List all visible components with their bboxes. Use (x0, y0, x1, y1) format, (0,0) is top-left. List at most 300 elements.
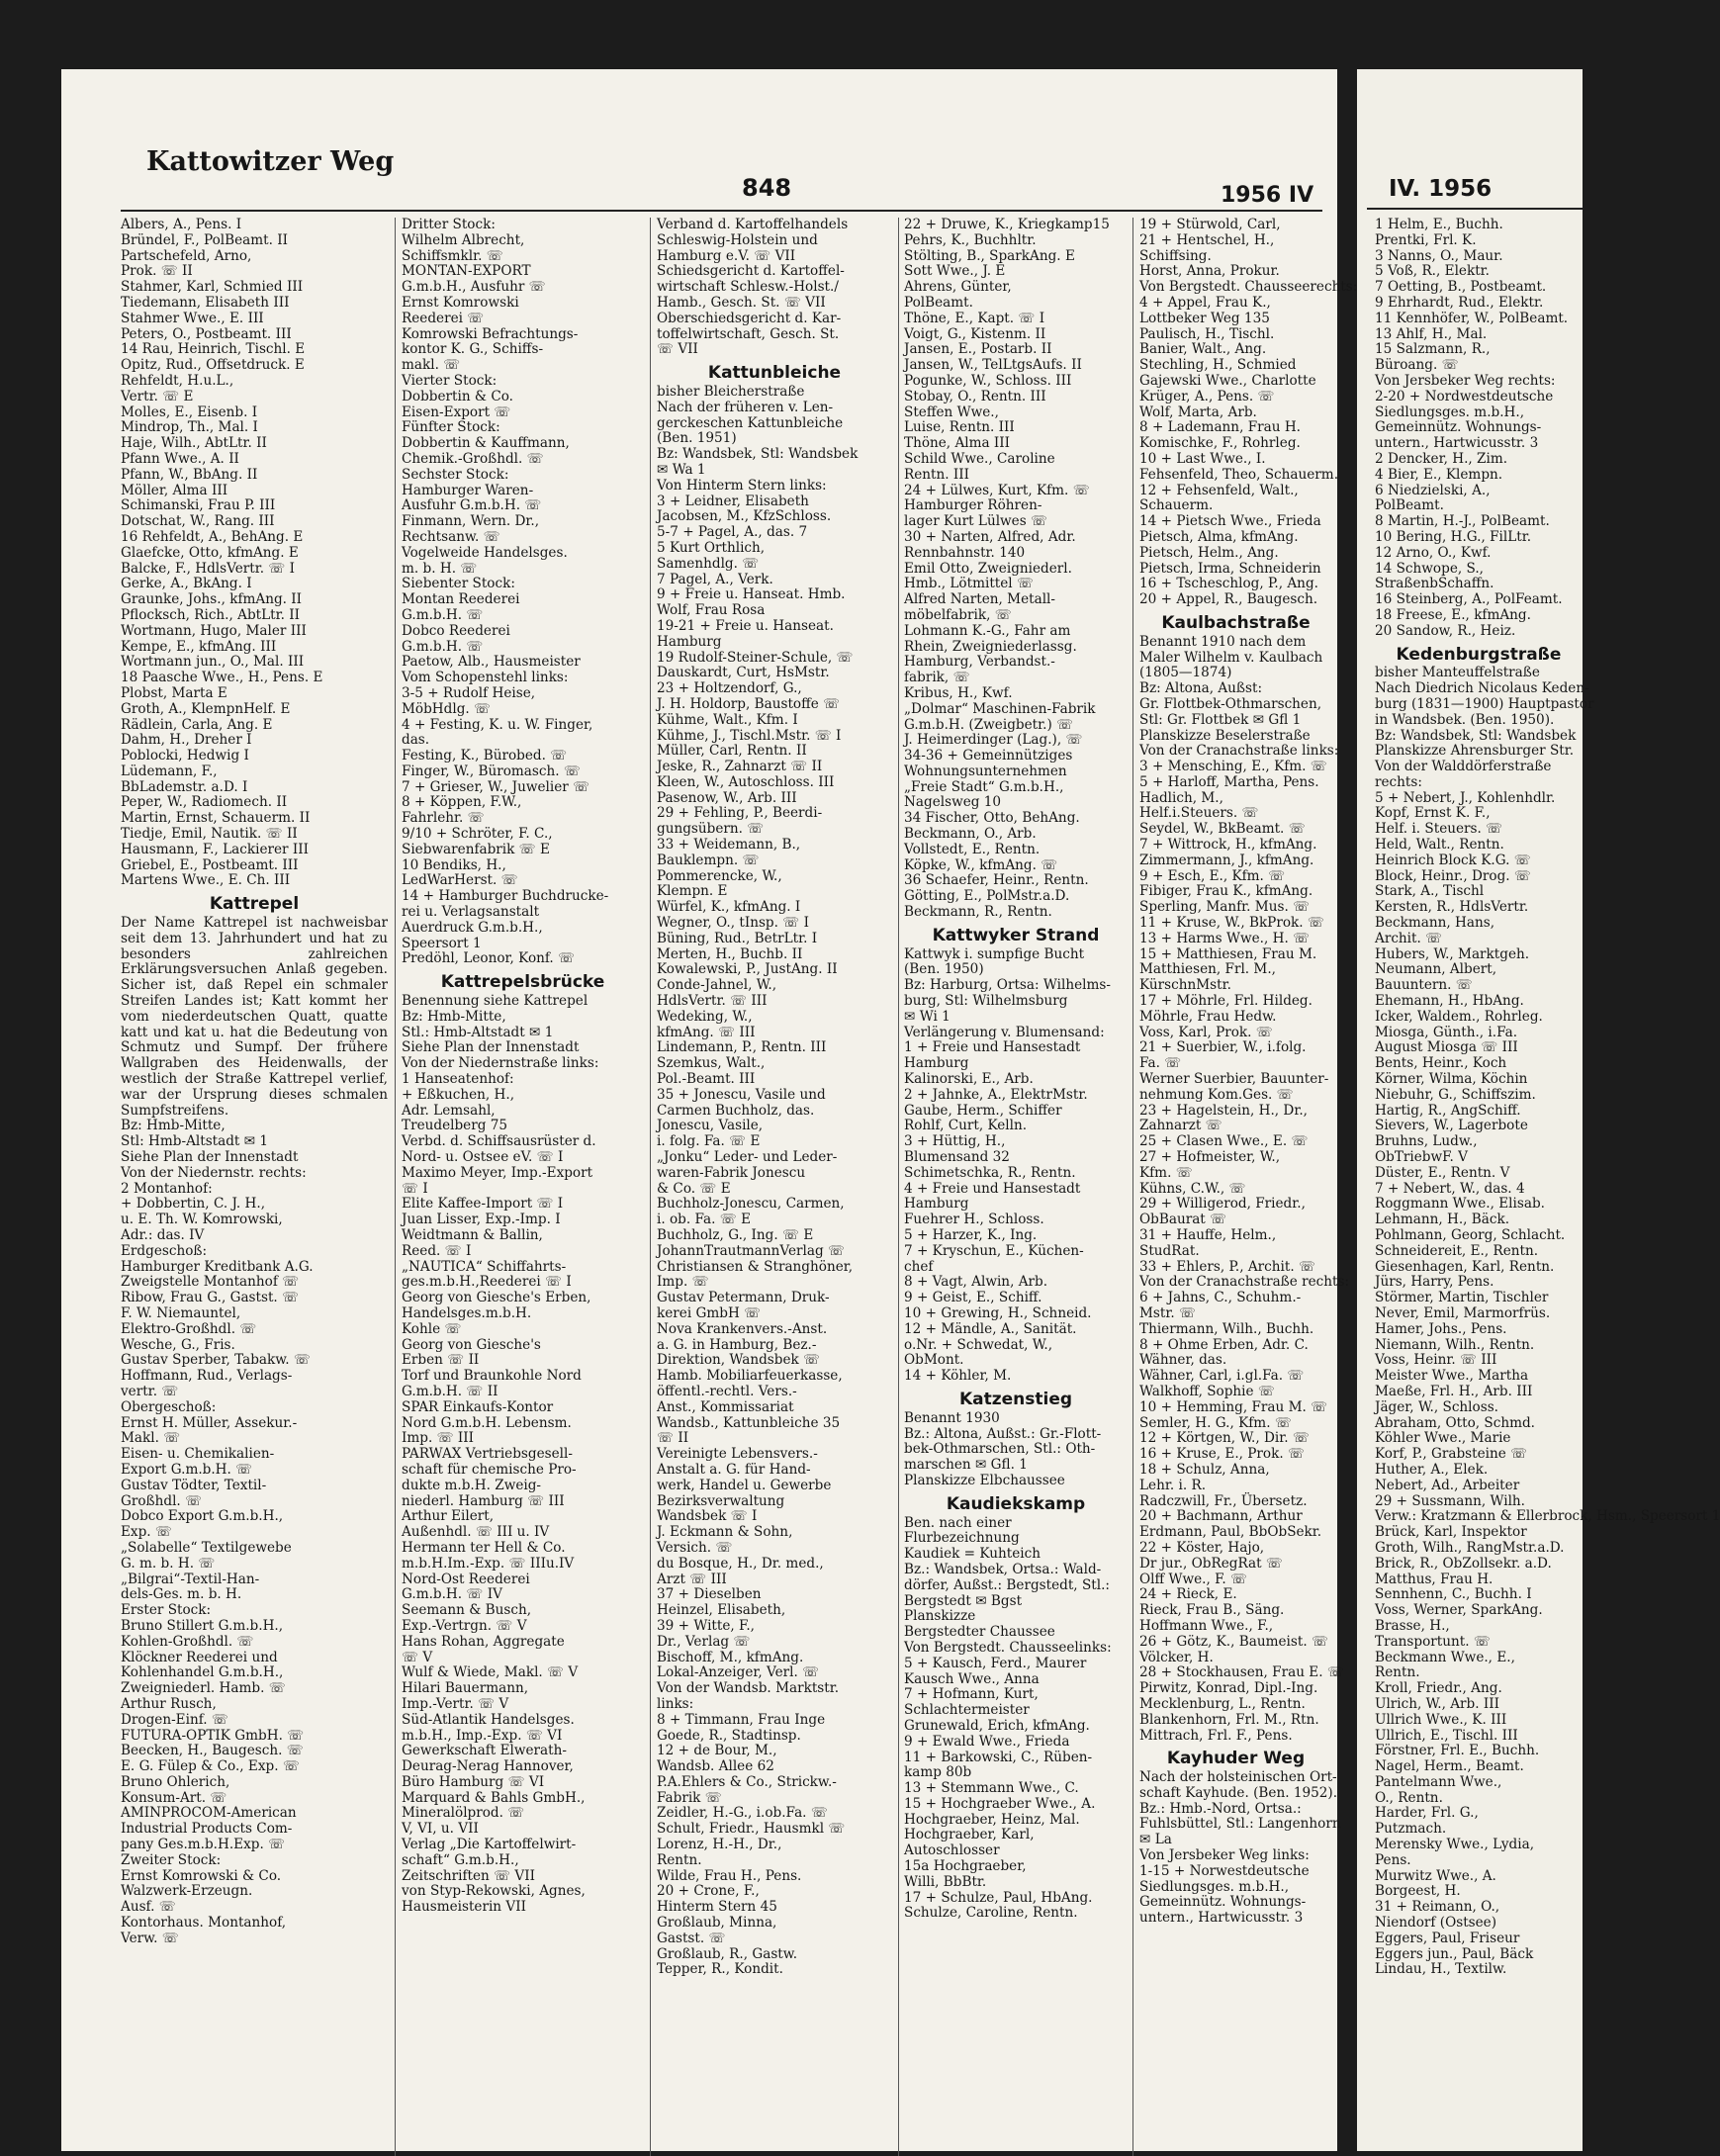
directory-entry: Sennhenn, C., Buchh. I (1375, 1586, 1532, 1603)
page-number: 848 (742, 174, 792, 202)
directory-entry: Nach der holsteinischen Ort- (1139, 1769, 1337, 1786)
directory-entry: Komischke, F., Rohrleg. (1139, 435, 1301, 452)
directory-entry: Rentn. (1375, 1664, 1420, 1681)
directory-entry: Hmb., Lötmittel ☏ (904, 576, 1034, 592)
directory-entry: 23 + Holtzendorf, G., (657, 680, 802, 697)
directory-entry: Hermann ter Hell & Co. (402, 1539, 566, 1556)
directory-entry: Gustav Sperber, Tabakw. ☏ (121, 1352, 311, 1369)
directory-entry: Blumensand 32 (904, 1149, 1010, 1166)
directory-entry: Von der Cranachstraße links: (1139, 743, 1339, 760)
directory-entry: Gr. Flottbek-Othmarschen, (1139, 695, 1322, 712)
directory-entry: Finger, W., Büromasch. ☏ (402, 763, 581, 779)
directory-entry: Peters, O., Postbeamt. III (121, 325, 292, 342)
street-heading-katzenstieg: Katzenstieg (958, 1389, 1073, 1409)
directory-entry: (1805—1874) (1139, 665, 1232, 681)
directory-entry: Jonescu, Vasile, (657, 1118, 764, 1134)
directory-entry: das. (402, 732, 430, 749)
directory-entry: ☏ II (657, 1430, 689, 1447)
directory-entry: Giesenhagen, Karl, Rentn. (1375, 1258, 1555, 1275)
directory-entry: Hamburg (904, 1196, 969, 1213)
directory-entry: Eggers, Paul, Friseur (1375, 1930, 1520, 1946)
directory-entry: ☏ V (402, 1649, 433, 1665)
directory-entry: Ehemann, H., HbAng. (1375, 993, 1524, 1010)
directory-entry: Benannt 1910 nach dem (1139, 633, 1307, 650)
directory-entry: Dotschat, W., Rang. III (121, 513, 275, 530)
directory-entry: 10 Bendiks, H., (402, 856, 506, 873)
directory-entry: Never, Emil, Marmorfrüs. (1375, 1304, 1551, 1321)
directory-entry: öffentl.-rechtl. Vers.- (657, 1383, 797, 1399)
directory-entry: schaft Kayhude. (Ben. 1952). (1139, 1784, 1338, 1801)
directory-entry: MöbHdlg. ☏ (402, 700, 492, 717)
directory-entry: 31 + Hauffe, Helm., (1139, 1227, 1277, 1243)
directory-entry: Peper, W., Radiomech. II (121, 794, 288, 811)
directory-entry: Helf. i. Steuers. ☏ (1375, 821, 1503, 838)
directory-entry: Jäger, W., Schloss. (1375, 1398, 1498, 1415)
directory-entry: Dobbertin & Co. (402, 388, 514, 404)
directory-entry: Bruhns, Ludw., (1375, 1133, 1478, 1150)
directory-entry: rei u. Verlagsanstalt (402, 904, 540, 921)
directory-entry: dels-Ges. m. b. H. (121, 1586, 242, 1603)
directory-entry: J. H. Holdorp, Baustoffe ☏ (657, 695, 841, 712)
directory-entry: Treudelberg 75 (402, 1118, 508, 1134)
directory-entry: 20 + Bachmann, Arthur (1139, 1508, 1303, 1525)
directory-entry: 18 Paasche Wwe., H., Pens. E (121, 670, 323, 686)
directory-entry: Autoschlosser (904, 1842, 1000, 1859)
directory-entry: KürschnMstr. (1139, 977, 1231, 994)
directory-entry: Voss, Karl, Prok. ☏ (1139, 1024, 1273, 1040)
directory-entry: G.m.b.H. ☏ II (402, 1383, 498, 1399)
directory-entry: schaft für chemische Pro- (402, 1461, 577, 1478)
directory-entry: Süd-Atlantik Handelsges. (402, 1711, 575, 1728)
directory-entry: StraßenbSchaffn. (1375, 576, 1494, 592)
street-heading-kaulbachstrasse: Kaulbachstraße (1161, 612, 1311, 633)
directory-entry: Elite Kaffee-Import ☏ I (402, 1196, 564, 1213)
directory-entry: Pantelmann Wwe., (1375, 1773, 1502, 1790)
directory-entry: 1 + Freie und Hansestadt (904, 1039, 1081, 1056)
directory-entry: 2 Dencker, H., Zim. (1375, 450, 1508, 467)
directory-entry: 11 Kennhöfer, W., PolBeamt. (1375, 310, 1569, 326)
directory-entry: Schauerm. (1139, 497, 1214, 514)
directory-entry: Verlag „Die Kartoffelwirt- (402, 1837, 577, 1853)
directory-entry: Molles, E., Eisenb. I (121, 404, 258, 420)
directory-entry: Imp. ☏ III (402, 1430, 475, 1447)
directory-entry: JohannTrautmannVerlag ☏ (657, 1242, 845, 1259)
directory-entry: Albers, A., Pens. I (121, 217, 242, 232)
directory-entry: Festing, K., Bürobed. ☏ (402, 748, 568, 764)
directory-entry: Zweiter Stock: (121, 1851, 222, 1868)
directory-entry: G.m.b.H., Ausfuhr ☏ (402, 279, 546, 296)
directory-entry: Martens Wwe., E. Ch. III (121, 872, 291, 889)
directory-entry: ges.m.b.H.,Reederei ☏ I (402, 1274, 572, 1291)
directory-entry: Jeske, R., Zahnarzt ☏ II (657, 759, 823, 775)
directory-entry: Planskizze Beselerstraße (1139, 727, 1311, 744)
directory-entry: kfmAng. ☏ III (657, 1024, 756, 1040)
directory-entry: 5 + Harzer, K., Ing. (904, 1227, 1038, 1243)
directory-entry: bek-Othmarschen, Stl.: Oth- (904, 1441, 1096, 1458)
directory-entry: Gemeinnütz. Wohnungs- (1375, 419, 1542, 436)
directory-entry: ✉ Wa 1 (657, 461, 706, 478)
directory-entry: Bz: Altona, Außst: (1139, 680, 1263, 697)
directory-entry: 29 + Fehling, P., Beerdi- (657, 805, 823, 822)
directory-entry: Kalinorski, E., Arb. (904, 1071, 1034, 1088)
directory-entry: Zweigniederl. Hamb. ☏ (121, 1680, 286, 1697)
directory-entry: Groth, Wilh., RangMstr.a.D. (1375, 1539, 1565, 1556)
directory-entry: Tiedemann, Elisabeth III (121, 294, 290, 311)
directory-entry: Bz.: Hmb.-Nord, Ortsa.: (1139, 1800, 1302, 1817)
directory-entry: 3 + Hüttig, H., (904, 1133, 1006, 1150)
directory-entry: Nebert, Ad., Arbeiter (1375, 1477, 1520, 1493)
directory-entry: Kfm. ☏ (1139, 1164, 1193, 1181)
directory-entry: Rohlf, Curt, Kelln. (904, 1118, 1028, 1134)
directory-entry: Bischoff, M., kfmAng. (657, 1649, 804, 1665)
directory-entry: 13 Ahlf, H., Mal. (1375, 325, 1488, 342)
directory-entry: Nord-Ost Reederei (402, 1571, 530, 1587)
directory-entry: Verbd. d. Schiffsausrüster d. (402, 1133, 596, 1150)
directory-entry: Plobst, Marta E (121, 684, 227, 701)
directory-entry: Förstner, Frl. E., Buchh. (1375, 1743, 1540, 1759)
directory-entry: Mineralölprod. ☏ (402, 1805, 525, 1822)
directory-entry: Ullrich, E., Tischl. III (1375, 1727, 1518, 1744)
directory-entry: Versich. ☏ (657, 1539, 733, 1556)
next-page-year: IV. 1956 (1389, 176, 1493, 202)
directory-entry: m.b.H., Imp.-Exp. ☏ VI (402, 1727, 563, 1744)
directory-entry: Sperling, Manfr. Mus. ☏ (1139, 899, 1311, 916)
directory-entry: 33 + Weidemann, B., (657, 837, 801, 853)
directory-entry: Schulze, Caroline, Rentn. (904, 1905, 1078, 1922)
directory-entry: Grunewald, Erich, kfmAng. (904, 1717, 1090, 1734)
directory-entry: Rentn. (657, 1851, 702, 1868)
directory-entry: Pehrs, K., Buchhltr. (904, 231, 1037, 248)
directory-entry: Vom Schopenstehl links: (402, 670, 569, 686)
directory-entry: Hamburg (904, 1055, 969, 1072)
directory-entry: Klempn. E (657, 883, 728, 900)
directory-entry: 20 Sandow, R., Heiz. (1375, 622, 1516, 639)
directory-entry: Hausmann, F., Lackierer III (121, 841, 309, 857)
directory-entry: 5 Kurt Orthlich, (657, 539, 766, 556)
directory-entry: 10 + Grewing, H., Schneid. (904, 1304, 1092, 1321)
directory-entry: Rechtsanw. ☏ (402, 528, 500, 545)
directory-entry: Buchholz, G., Ing. ☏ E (657, 1227, 814, 1243)
directory-entry: Neumann, Albert, (1375, 961, 1497, 978)
directory-entry: 29 + Willigerod, Friedr., (1139, 1196, 1306, 1213)
directory-entry: G.m.b.H. ☏ (402, 606, 484, 623)
directory-entry: Ben. nach einer (904, 1514, 1012, 1531)
directory-entry: Reed. ☏ I (402, 1242, 472, 1259)
directory-entry: Großlaub, R., Gastw. (657, 1945, 798, 1962)
directory-entry: Hamburg, Verbandst.- (904, 654, 1055, 671)
directory-entry: Sott Wwe., J. E (904, 263, 1006, 280)
directory-entry: 12 Arno, O., Kwf. (1375, 544, 1492, 561)
directory-entry: Nord- u. Ostsee eV. ☏ I (402, 1149, 564, 1166)
directory-entry: Hausmeisterin VII (402, 1899, 526, 1916)
directory-entry: Radczwill, Fr., Übersetz. (1139, 1492, 1308, 1509)
directory-entry: werk, Handel u. Gewerbe (657, 1477, 832, 1493)
directory-entry: Kempe, E., kfmAng. III (121, 638, 277, 655)
directory-entry: „Jonku“ Leder- und Leder- (657, 1149, 838, 1166)
directory-entry: Hamburger Kreditbank A.G. (121, 1258, 314, 1275)
directory-entry: Büro Hamburg ☏ VI (402, 1773, 545, 1790)
directory-entry: Exp.-Vertrgn. ☏ V (402, 1617, 527, 1634)
directory-entry: Carmen Buchholz, das. (657, 1102, 815, 1119)
directory-entry: Großlaub, Minna, (657, 1915, 777, 1931)
directory-entry: Gerke, A., BkAng. I (121, 576, 252, 592)
directory-entry: Lorenz, H.-H., Dr., (657, 1837, 782, 1853)
directory-entry: Erster Stock: (121, 1602, 212, 1619)
directory-entry: Schimetschka, R., Rentn. (904, 1164, 1076, 1181)
directory-entry: ObTriebwF. V (1375, 1149, 1468, 1166)
directory-entry: 8 + Köppen, F.W., (402, 794, 522, 811)
directory-entry: 6 Niedzielski, A., (1375, 482, 1491, 498)
directory-entry: Wilhelm Albrecht, (402, 231, 525, 248)
directory-entry: Bz: Wandsbek, Stl: Wandsbek (1375, 727, 1577, 744)
directory-entry: 17 + Möhrle, Frl. Hildeg. (1139, 993, 1313, 1010)
directory-entry: Bents, Heinr., Koch (1375, 1055, 1507, 1072)
directory-entry: 4 + Freie und Hansestadt (904, 1180, 1081, 1197)
directory-entry: 29 + Sussmann, Wilh. (1375, 1492, 1526, 1509)
directory-entry: Heinrich Block K.G. ☏ (1375, 852, 1531, 868)
column-divider (898, 218, 899, 2156)
directory-entry: 13 + Harms Wwe., H. ☏ (1139, 930, 1311, 946)
directory-entry: 9 + Freie u. Hanseat. Hmb. (657, 586, 846, 603)
directory-entry: 9/10 + Schröter, F. C., (402, 826, 553, 843)
directory-entry: Borgeest, H. (1375, 1883, 1461, 1900)
directory-entry: 7 + Wittrock, H., kfmAng. (1139, 837, 1317, 853)
directory-entry: Zeidler, H.-G., i.ob.Fa. ☏ (657, 1805, 828, 1822)
directory-entry: Voss, Werner, SparkAng. (1375, 1602, 1543, 1619)
directory-entry: Von Jersbeker Weg links: (1139, 1847, 1310, 1864)
directory-entry: Stark, A., Tischl (1375, 883, 1485, 900)
directory-entry: Stahmer Wwe., E. III (121, 310, 264, 326)
directory-entry: Eggers jun., Paul, Bäck (1375, 1945, 1534, 1962)
directory-entry: Hubers, W., Marktgeh. (1375, 945, 1530, 962)
directory-entry: Dr jur., ObRegRat ☏ (1139, 1555, 1283, 1572)
directory-entry: Büning, Rud., BetrLtr. I (657, 930, 818, 946)
directory-entry: 21 + Hentschel, H., (1139, 231, 1275, 248)
directory-entry: 20 + Crone, F., (657, 1883, 760, 1900)
directory-entry: Müller, Carl, Rentn. II (657, 743, 807, 760)
directory-entry: Kühme, Walt., Kfm. I (657, 711, 798, 728)
directory-entry: dörfer, Außst.: Bergstedt, Stl.: (904, 1576, 1110, 1593)
directory-entry: Adr. Lemsahl, (402, 1102, 496, 1119)
directory-entry: Emil Otto, Zweigniederl. (904, 560, 1072, 577)
directory-entry: 25 + Clasen Wwe., E. ☏ (1139, 1133, 1309, 1150)
directory-entry: FUTURA-OPTIK GmbH. ☏ (121, 1727, 305, 1744)
directory-entry: Luise, Rentn. III (904, 419, 1015, 436)
directory-entry: toffelwirtschaft, Gesch. St. (657, 325, 840, 342)
directory-entry: PolBeamt. (1375, 497, 1444, 514)
directory-entry: Rädlein, Carla, Ang. E (121, 716, 273, 733)
directory-entry: bisher Bleicherstraße (657, 383, 805, 400)
directory-entry: Pietsch, Helm., Ang. (1139, 544, 1279, 561)
directory-entry: Brick, R., ObZollsekr. a.D. (1375, 1555, 1552, 1572)
directory-entry: Wilde, Frau H., Pens. (657, 1867, 802, 1884)
directory-entry: Willi, BbBtr. (904, 1873, 987, 1890)
directory-entry: Gastst. ☏ (657, 1930, 726, 1946)
directory-entry: Pfann, W., BbAng. II (121, 466, 258, 483)
directory-entry: Kontorhaus. Montanhof, (121, 1915, 287, 1931)
directory-entry: Dritter Stock: (402, 217, 496, 232)
directory-entry: 34-36 + Gemeinnütziges (904, 748, 1073, 764)
directory-entry: 5 Voß, R., Elektr. (1375, 263, 1490, 280)
directory-entry: Vogelweide Handelsges. (402, 544, 568, 561)
directory-entry: Stechling, H., Schmied (1139, 357, 1297, 374)
directory-entry: Wolf, Frau Rosa (657, 602, 766, 619)
directory-entry: Seemann & Busch, (402, 1602, 532, 1619)
directory-entry: Kohlen-Großhdl. ☏ (121, 1633, 254, 1650)
directory-entry: Völcker, H. (1139, 1649, 1214, 1665)
directory-entry: „Solabelle“ Textilgewebe (121, 1539, 292, 1556)
directory-entry: Kausch Wwe., Anna (904, 1670, 1040, 1687)
directory-entry: Kühme, J., Tischl.Mstr. ☏ I (657, 727, 842, 744)
directory-entry: 36 Schaefer, Heinr., Rentn. (904, 872, 1089, 889)
directory-entry: Bauuntern. ☏ (1375, 977, 1473, 994)
directory-entry: Stobay, O., Rentn. III (904, 388, 1046, 404)
directory-entry: Reederei ☏ (402, 310, 485, 326)
directory-entry: Arthur Eilert, (402, 1508, 495, 1525)
directory-entry: Meister Wwe., Martha (1375, 1368, 1529, 1385)
directory-entry: Ausf. ☏ (121, 1899, 176, 1916)
directory-entry: 20 + Appel, R., Baugesch. (1139, 591, 1318, 608)
directory-entry: 12 + de Bour, M., (657, 1743, 777, 1759)
directory-entry: du Bosque, H., Dr. med., (657, 1555, 824, 1572)
directory-entry: Großhdl. ☏ (121, 1492, 203, 1509)
directory-entry: Maeße, Frl. H., Arb. III (1375, 1383, 1533, 1399)
directory-entry: 2-20 + Nordwestdeutsche (1375, 388, 1554, 404)
directory-entry: Marquard & Bahls GmbH., (402, 1789, 586, 1806)
directory-entry: Walzwerk-Erzeugn. (121, 1883, 253, 1900)
directory-entry: Fehsenfeld, Theo, Schauerm. (1139, 466, 1339, 483)
directory-entry: Blankenhorn, Frl. M., Rtn. (1139, 1711, 1319, 1728)
street-heading-kattrepelsbruecke: Kattrepelsbrücke (440, 972, 605, 993)
directory-entry: Graunke, Johs., kfmAng. II (121, 591, 303, 608)
directory-entry: Rieck, Frau B., Säng. (1139, 1602, 1285, 1619)
directory-entry: Vertr. ☏ E (121, 388, 194, 404)
directory-entry: Matthus, Frau H. (1375, 1571, 1494, 1587)
directory-entry: + Eßkuchen, H., (402, 1086, 515, 1103)
directory-entry: Paetow, Alb., Hausmeister (402, 654, 581, 671)
directory-entry: Lokal-Anzeiger, Verl. ☏ (657, 1664, 820, 1681)
directory-entry: Kohle ☏ (402, 1320, 462, 1337)
directory-entry: 8 + Lademann, Frau H. (1139, 419, 1301, 436)
directory-entry: Nagel, Herm., Beamt. (1375, 1758, 1524, 1775)
directory-entry: Fuhlsbüttel, Stl.: Langenhorn (1139, 1816, 1341, 1833)
directory-entry: Kohlenhandel G.m.b.H., (121, 1664, 284, 1681)
directory-entry: (Ben. 1951) (657, 430, 737, 447)
directory-entry: niederl. Hamburg ☏ III (402, 1492, 565, 1509)
directory-entry: Konsum-Art. ☏ (121, 1789, 227, 1806)
column-5 (1139, 217, 1358, 1927)
directory-entry: Niemann, Wilh., Rentn. (1375, 1336, 1535, 1353)
directory-entry: 15 + Hochgraeber Wwe., A. (904, 1795, 1096, 1812)
directory-entry: Schimanski, Frau P. III (121, 497, 276, 514)
directory-entry: o.Nr. + Schwedat, W., (904, 1336, 1053, 1353)
directory-entry: Stölting, B., SparkAng. E (904, 247, 1075, 264)
directory-entry: Lüdemann, F., (121, 763, 218, 779)
directory-entry: 22 + Druwe, K., Kriegkamp15 (904, 217, 1110, 232)
directory-entry: J. Eckmann & Sohn, (657, 1524, 793, 1541)
directory-entry: 7 Pagel, A., Verk. (657, 571, 773, 587)
directory-entry: Hamburger Waren- (402, 482, 534, 498)
directory-entry: G.m.b.H. (Zweigbetr.) ☏ (904, 716, 1074, 733)
directory-entry: Christiansen & Stranghöner, (657, 1258, 854, 1275)
directory-entry: Matthiesen, Frl. M., (1139, 961, 1276, 978)
directory-page (61, 69, 1358, 2151)
directory-entry: Buchholz-Jonescu, Carmen, (657, 1196, 845, 1213)
directory-entry: 8 + Ohme Erben, Adr. C. (1139, 1336, 1309, 1353)
directory-entry: 14 Schwope, S., (1375, 560, 1484, 577)
directory-entry: Erdmann, Paul, BbObSekr. (1139, 1524, 1322, 1541)
directory-entry: 7 + Hofmann, Kurt, (904, 1686, 1039, 1703)
directory-entry: 5-7 + Pagel, A., das. 7 (657, 524, 808, 541)
directory-entry: Pflocksch, Rich., AbtLtr. II (121, 606, 301, 623)
directory-entry: Georg von Giesche's (402, 1336, 541, 1353)
directory-entry: Hoffmann Wwe., F., (1139, 1617, 1274, 1634)
directory-entry: Partschefeld, Arno, (121, 247, 252, 264)
directory-entry: Komrowski Befrachtungs- (402, 325, 579, 342)
directory-entry: Krüger, A., Pens. ☏ (1139, 388, 1275, 404)
directory-entry: von Styp-Rekowski, Agnes, (402, 1883, 586, 1900)
directory-entry: Roggmann Wwe., Elisab. (1375, 1196, 1545, 1213)
directory-entry: Bauklempn. ☏ (657, 852, 760, 868)
directory-entry: Steffen Wwe., (904, 404, 999, 420)
directory-entry: 28 + Stockhausen, Frau E. ☏ (1139, 1664, 1344, 1681)
directory-entry: Fünfter Stock: (402, 419, 500, 436)
directory-entry: 3-5 + Rudolf Heise, (402, 684, 536, 701)
directory-entry: 18 Freese, E., kfmAng. (1375, 606, 1531, 623)
directory-entry: Transportunt. ☏ (1375, 1633, 1491, 1650)
directory-entry: Bz: Hmb-Mitte, (402, 1008, 506, 1025)
directory-entry: Wesche, G., Fris. (121, 1336, 235, 1353)
directory-entry: Tepper, R., Kondit. (657, 1961, 783, 1978)
street-header: Kattowitzer Weg (146, 146, 395, 177)
directory-entry: Siehe Plan der Innenstadt (402, 1039, 580, 1056)
directory-entry: Zimmermann, J., kfmAng. (1139, 852, 1314, 868)
directory-entry: Elektro-Großhdl. ☏ (121, 1320, 257, 1337)
directory-entry: Anstalt a. G. für Hand- (657, 1461, 811, 1478)
directory-entry: 39 + Witte, F., (657, 1617, 755, 1634)
directory-entry: i. ob. Fa. ☏ E (657, 1212, 752, 1228)
directory-entry: Anst., Kommissariat (657, 1398, 794, 1415)
header-rule (121, 210, 1322, 212)
directory-entry: Nagelsweg 10 (904, 794, 1002, 811)
directory-entry: Von der Wandsb. Marktstr. (657, 1680, 840, 1697)
directory-entry: a. G. in Hamburg, Bez.- (657, 1336, 817, 1353)
directory-entry: 3 + Mensching, E., Kfm. ☏ (1139, 759, 1327, 775)
directory-entry: Weidtmann & Ballin, (402, 1227, 543, 1243)
directory-entry: 30 + Narten, Alfred, Adr. (904, 528, 1076, 545)
directory-entry: Horst, Anna, Prokur. (1139, 263, 1280, 280)
directory-entry: ✉ La (1139, 1832, 1172, 1848)
directory-entry: waren-Fabrik Jonescu (657, 1164, 806, 1181)
directory-entry: Ahrens, Günter, (904, 279, 1012, 296)
directory-entry: Siedlungsges. m.b.H., (1139, 1878, 1290, 1895)
directory-entry: ObMont. (904, 1352, 964, 1369)
directory-entry: 2 + Jahnke, A., ElektrMstr. (904, 1086, 1088, 1103)
directory-entry: 24 + Rieck, E. (1139, 1586, 1237, 1603)
directory-entry: m.b.H.Im.-Exp. ☏ IIIu.IV (402, 1555, 575, 1572)
directory-entry: Niebuhr, G., Schiffszim. (1375, 1086, 1536, 1103)
directory-entry: Hans Rohan, Aggregate (402, 1633, 565, 1650)
directory-entry: Kühns, C.W., ☏ (1139, 1180, 1246, 1197)
directory-entry: 16 Steinberg, A., PolFeamt. (1375, 591, 1563, 608)
directory-entry: Benennung siehe Kattrepel (402, 993, 588, 1010)
directory-entry: G. m. b. H. ☏ (121, 1555, 216, 1572)
directory-entry: 27 + Hofmeister, W., (1139, 1149, 1281, 1166)
directory-entry: Gemeinnütz. Wohnungs- (1139, 1894, 1307, 1911)
directory-entry: BbLademstr. a.D. I (121, 778, 248, 795)
directory-entry: Fahrlehr. ☏ (402, 810, 485, 827)
directory-entry: Torf und Braunkohle Nord (402, 1368, 582, 1385)
